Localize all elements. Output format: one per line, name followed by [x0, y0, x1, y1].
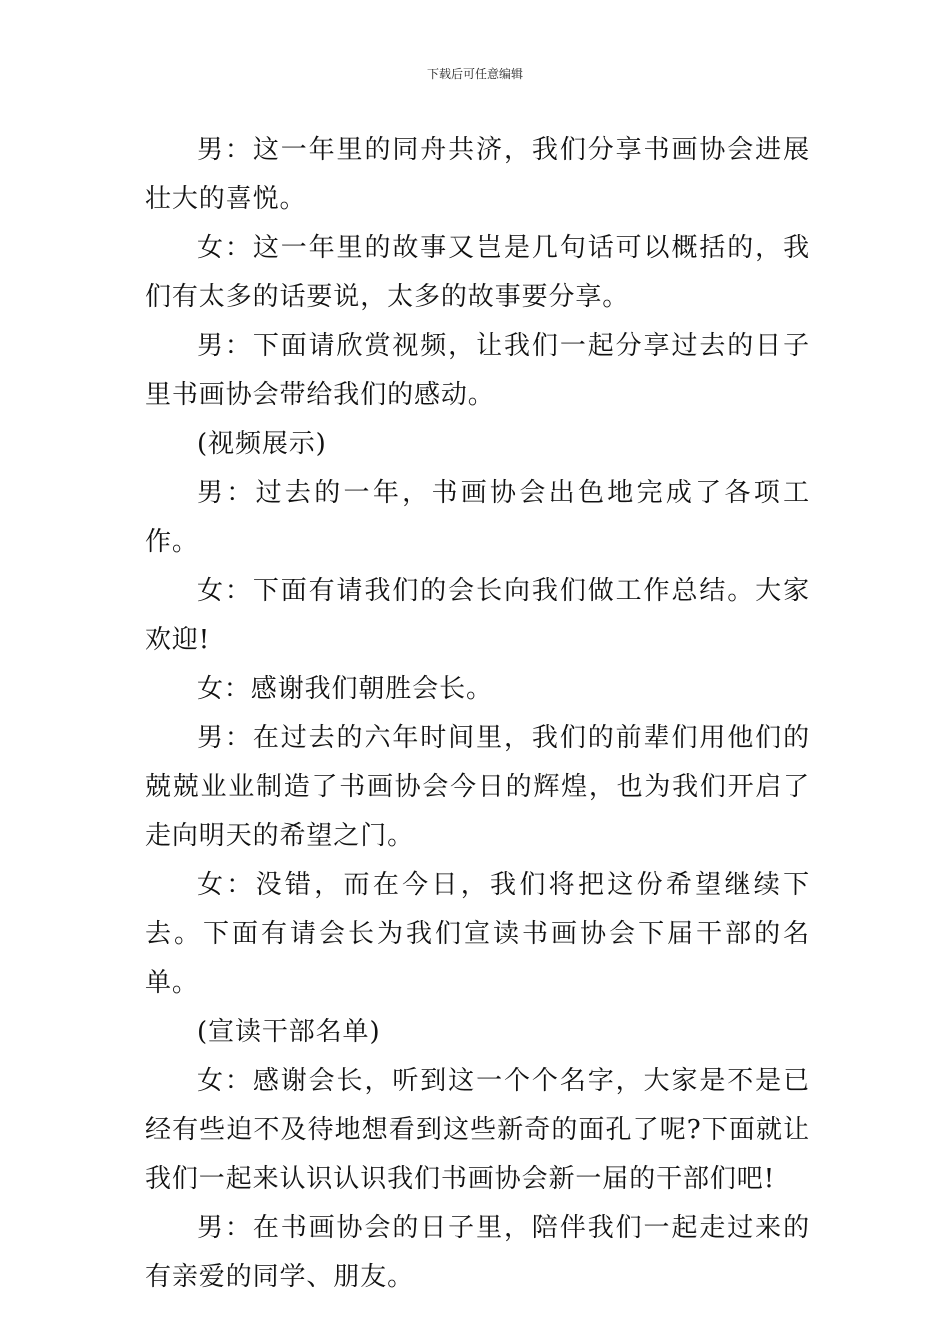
paragraph: 男：在过去的六年时间里，我们的前辈们用他们的兢兢业业制造了书画协会今日的辉煌，也为我们开启了走向明天的希望之门。 — [145, 723, 810, 851]
header-note: 下载后可任意编辑 — [426, 67, 523, 81]
paragraph: 男：过去的一年，书画协会出色地完成了各项工作。 — [145, 478, 810, 557]
document-body — [145, 126, 810, 1302]
paragraph: 男：下面请欣赏视频，让我们一起分享过去的日子里书画协会带给我们的感动。 — [145, 331, 810, 410]
paragraph: 男：在书画协会的日子里，陪伴我们一起走过来的有亲爱的同学、朋友。 — [145, 1213, 810, 1292]
paragraph: 女：感谢会长，听到这一个个名字，大家是不是已经有些迫不及待地想看到这些新奇的面孔了呢?下面就让我们一起来认识认识我们书画协会新一届的干部们吧! — [145, 1066, 810, 1194]
paragraph: (宣读干部名单) — [197, 1017, 381, 1047]
paragraph: 女：感谢我们朝胜会长。 — [197, 674, 493, 704]
paragraph: 女：下面有请我们的会长向我们做工作总结。大家欢迎! — [145, 576, 810, 655]
paragraph: (视频展示) — [197, 429, 327, 459]
paragraph: 女：没错，而在今日，我们将把这份希望继续下去。下面有请会长为我们宣读书画协会下届干部的名单。 — [145, 870, 810, 998]
paragraph: 男：这一年里的同舟共济，我们分享书画协会进展壮大的喜悦。 — [145, 135, 810, 214]
paragraph: 女：这一年里的故事又岂是几句话可以概括的，我们有太多的话要说，太多的故事要分享。 — [145, 233, 810, 312]
